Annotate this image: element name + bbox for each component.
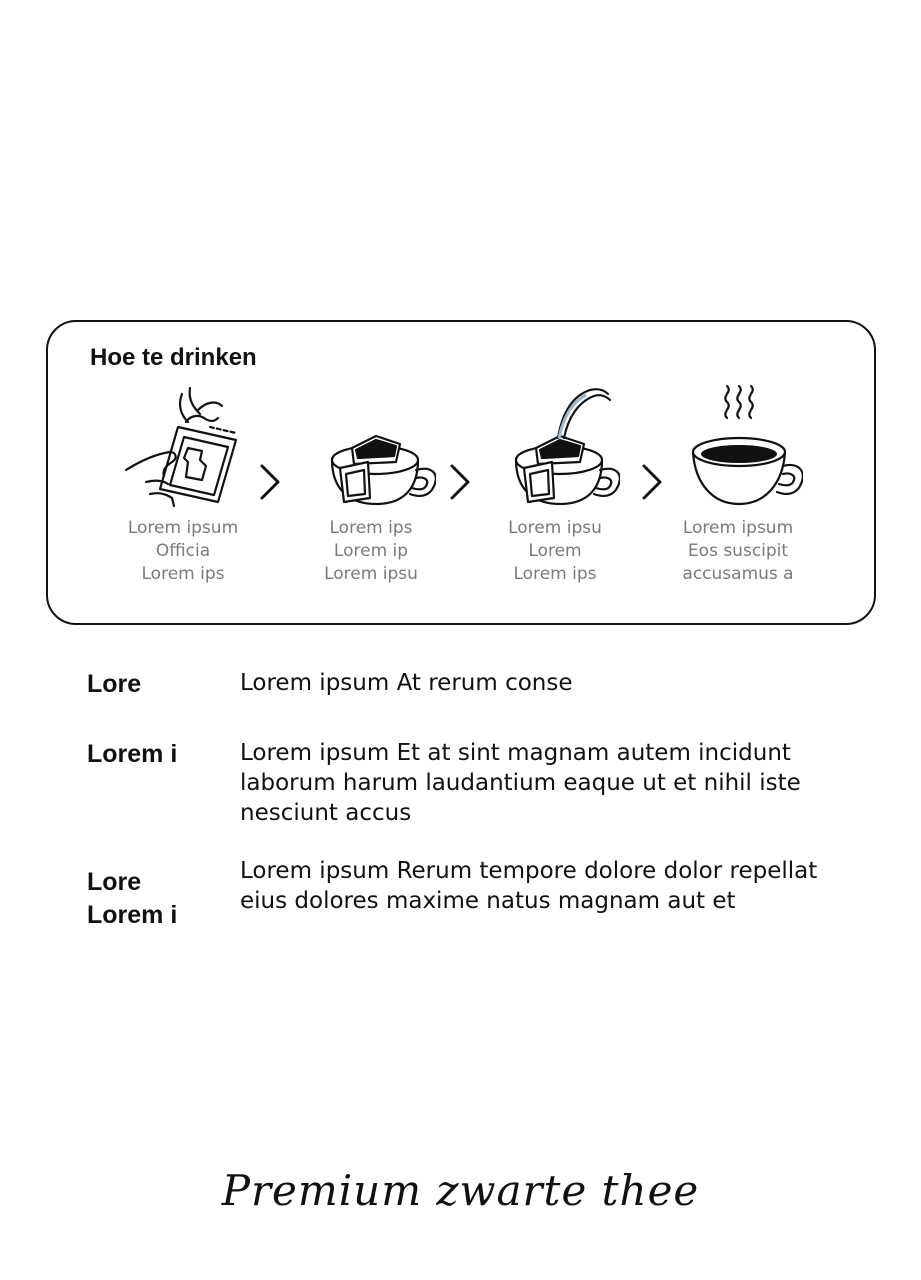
step-1-line-3: Lorem ips [141,564,225,584]
info-row-2-label [87,738,227,771]
step-2 [286,382,456,586]
step-2-line-3: Lorem ipsu [324,564,418,584]
pour-water-icon [490,382,620,507]
step-3 [470,382,640,586]
how-to-drink-card [46,320,876,625]
card-title: Hoe te drinken [90,344,257,371]
info-row-3-label [87,866,227,932]
step-4-line-3: accusamus a [682,564,794,584]
tear-open-sachet-icon [118,382,248,507]
chevron-right-icon [258,462,282,502]
brand-name: Premium zwarte thee [221,1166,700,1215]
info-row-1-label-line-1: Lore [87,670,142,698]
step-3-line-1: Lorem ipsu [508,518,602,538]
info-row-3-text: Lorem ipsum Rerum tempore dolore dolor repellat eius dolores maxime natus magnam aut et [240,858,818,914]
step-1-text [98,517,268,586]
step-2-text [286,517,456,586]
chevron-right-icon [448,462,472,502]
step-4 [653,382,823,586]
step-1-line-1: Lorem ipsum [127,518,239,538]
step-3-line-3: Lorem ips [513,564,597,584]
info-row-2-text: Lorem ipsum Et at sint magnam autem incidunt laborum harum laudantium eaque ut et nihil iste nesciunt accus [240,740,801,826]
step-4-line-2: Eos suscipit [687,541,789,561]
step-3-line-2: Lorem [528,541,582,561]
step-3-text [470,517,640,586]
step-2-line-2: Lorem ip [333,541,409,561]
hot-cup-icon [673,382,803,507]
info-row-1-label [87,668,227,701]
step-4-line-1: Lorem ipsum [682,518,794,538]
info-row-3-label-line-2: Lorem i [87,901,178,929]
info-row-3-label-line-1: Lore [87,868,142,896]
hang-filter-on-cup-icon [306,382,436,507]
info-row-2-label-line-1: Lorem i [87,740,178,768]
step-4-text [653,517,823,586]
info-row-1-text: Lorem ipsum At rerum conse [240,670,573,696]
step-2-line-1: Lorem ips [329,518,413,538]
step-1-line-2: Officia [155,541,211,561]
step-1 [98,382,268,586]
